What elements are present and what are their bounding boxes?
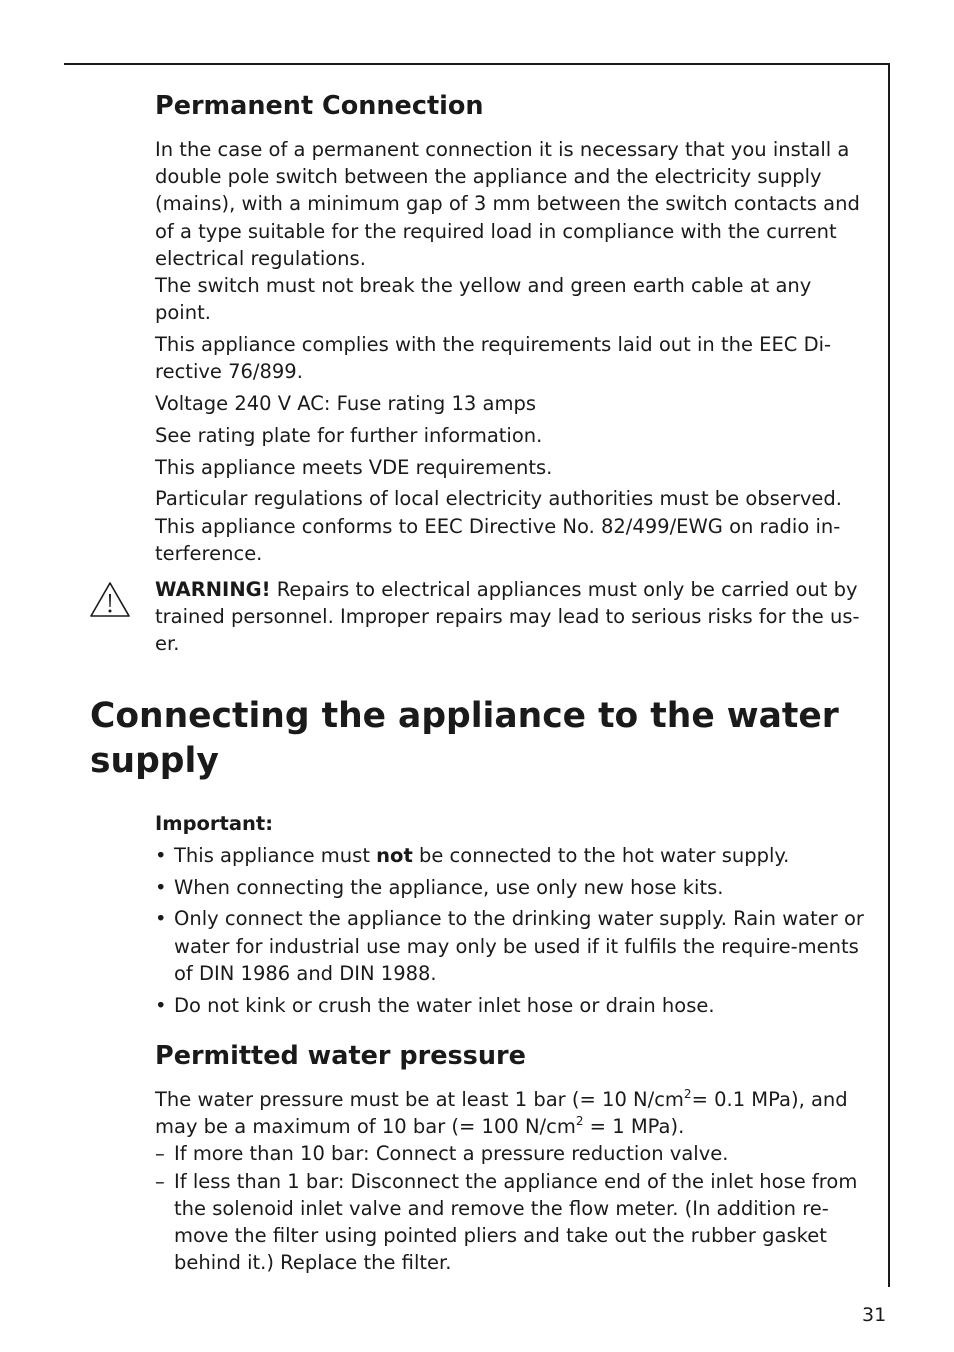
list-item: • Only connect the appliance to the drinking water supply. Rain water or water for industrial use may only be used if it fulfils the require-ments of DIN 1986 and DIN 1988. xyxy=(155,907,864,985)
paragraph: The water pressure must be at least 1 bar (= 10 $N/cm^2= 0.1$ MPa), and may be a maximum of 10 bar (= 100 $N/cm^2 = 1$ MPa). xyxy=(155,1087,848,1139)
bullet-mark: • xyxy=(155,843,167,867)
paragraph: This appliance conforms to EEC Directive No. 82/499/EWG on radio in-terference. xyxy=(155,514,841,565)
list-item: • When connecting the appliance, use only new hose kits. xyxy=(155,874,867,901)
bullet-mark: • xyxy=(155,875,167,899)
top-rule xyxy=(64,63,890,65)
paragraph: See rating plate for further information. xyxy=(155,423,543,447)
superscript: 2 xyxy=(683,1087,692,1101)
important-label: Important: xyxy=(155,812,274,835)
water-supply-heading: Connecting the appliance to the water supply xyxy=(90,696,839,781)
paragraph: This appliance meets VDE requirements. xyxy=(155,455,553,479)
water-pressure-heading: Permitted water pressure xyxy=(155,1041,526,1071)
list-item: • Do not kink or crush the water inlet hose or drain hose. xyxy=(155,992,867,1019)
paragraph: The switch must not break the yellow and green earth cable at any point. xyxy=(155,274,812,325)
paragraph: This appliance complies with the requirements laid out in the EEC Di-rective 76/899. xyxy=(155,333,832,384)
important-section xyxy=(155,810,867,1023)
superscript: 2 xyxy=(575,1114,584,1129)
bullet-mark: • xyxy=(155,993,167,1017)
emphasis-not: not xyxy=(376,843,413,867)
list-item: – If less than 1 bar: Disconnect the appliance end of the inlet hose from the solenoid inlet valve and remove the flow meter. (In addition re-move the filter using pointed pliers and take out the rubber gasket behind it.) Replace the filter. xyxy=(155,1169,858,1275)
bullet-mark: • xyxy=(155,907,167,931)
warning-triangle-icon xyxy=(88,580,132,620)
page-number: 31 xyxy=(862,1304,887,1326)
dash-mark: – xyxy=(155,1142,165,1166)
dash-mark: – xyxy=(155,1169,165,1193)
right-rule xyxy=(888,63,890,1287)
list-item: – If more than 10 bar: Connect a pressure reduction valve. xyxy=(155,1140,867,1167)
pressure-list xyxy=(155,1140,867,1276)
water-pressure-section xyxy=(155,1038,867,1276)
important-list xyxy=(155,842,867,1019)
paragraph: In the case of a permanent connection it is necessary that you install a double pole switch between the appliance and the electricity supply (mains), with a minimum gap of 3 mm between the switch contacts and of a type suitable for the required load in compliance with the current electrical regulations. xyxy=(155,138,860,270)
paragraph: Particular regulations of local electricity authorities must be observed. xyxy=(155,487,842,511)
warning-message: Repairs to electrical appliances must only be carried out by trained personnel. Improper repairs may lead to serious risks for the us-er. xyxy=(155,578,860,656)
warning-label: WARNING! xyxy=(155,578,271,601)
paragraph: Voltage 240 V AC: Fuse rating 13 amps xyxy=(155,392,537,416)
warning-text xyxy=(155,576,867,658)
list-item: • This appliance must not be connected to the hot water supply. xyxy=(155,842,867,869)
permanent-connection-heading: Permanent Connection xyxy=(155,91,484,121)
permanent-connection-section xyxy=(155,88,867,572)
